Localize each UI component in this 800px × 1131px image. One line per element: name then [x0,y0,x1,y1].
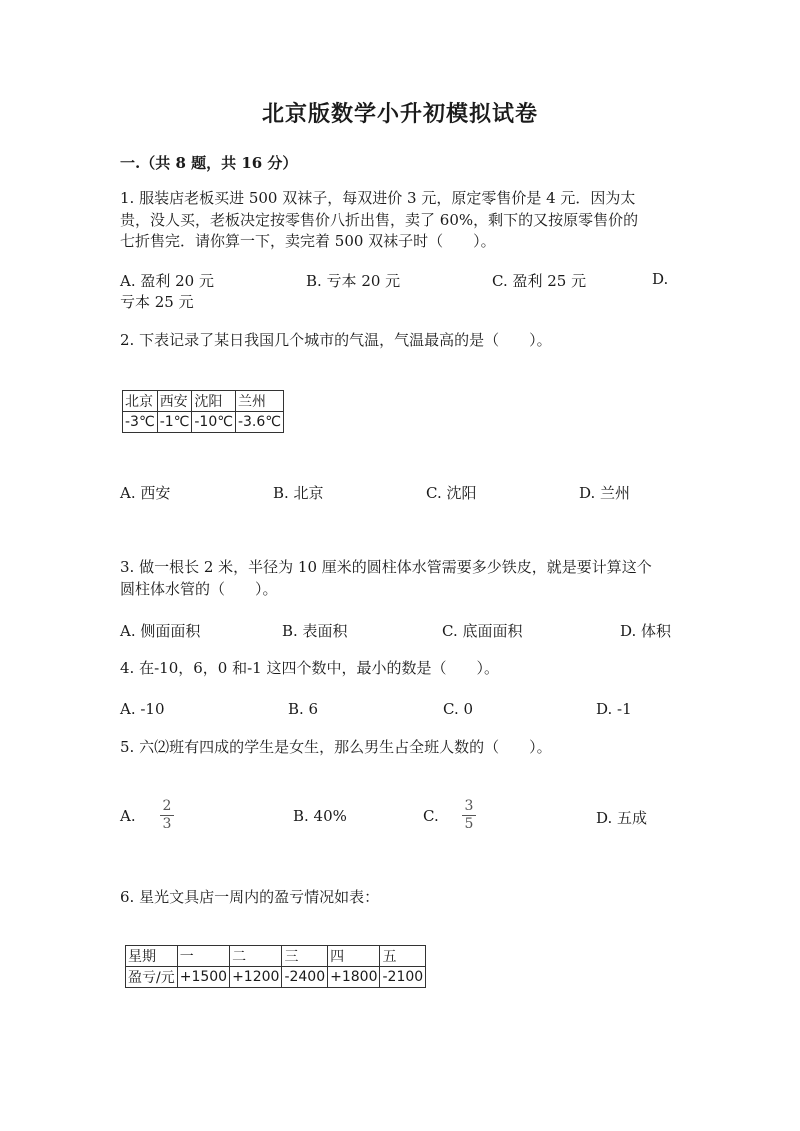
fraction-two-thirds [160,799,174,832]
option-c[interactable]: C. 盈利 25 元 [492,272,587,290]
question-6 [120,887,682,909]
table-cell: +1500 [177,967,229,988]
table-cell: 沈阳 [192,391,236,412]
table-cell: 西安 [157,391,192,412]
option-d-text[interactable]: 亏本 25 元 [120,293,194,311]
table-cell: 一 [177,946,229,967]
question-text-line: 1. 服装店老板买进 500 双袜子，每双进价 3 元，原定零售价是 4 元．因为太 [120,189,636,207]
question-text-line: 6. 星光文具店一周内的盈亏情况如表： [120,888,380,906]
profit-loss-table [125,945,426,988]
temperature-table [122,390,284,433]
option-a[interactable]: A. 侧面面积 [120,622,201,640]
question-text-line: 3. 做一根长 2 米，半径为 10 厘米的圆柱体水管需要多少铁皮，就是要计算这个 [120,558,652,576]
option-b[interactable]: B. 6 [288,700,319,718]
option-b[interactable]: B. 亏本 20 元 [306,272,401,290]
table-cell: 北京 [123,391,158,412]
table-row [126,946,426,967]
fraction-numerator: 2 [162,798,172,814]
option-d[interactable]: D. 五成 [596,809,648,827]
question-4 [120,658,682,680]
table-row [126,967,426,988]
option-d[interactable]: D. -1 [596,700,632,718]
question-text-line: 2. 下表记录了某日我国几个城市的气温，气温最高的是（ ）。 [120,331,552,349]
question-text-line: 圆柱体水管的（ ）。 [120,579,278,598]
table-cell: 兰州 [235,391,283,412]
table-cell: 三 [282,946,328,967]
question-2 [120,330,682,352]
option-b[interactable]: B. 北京 [273,484,324,502]
option-b[interactable]: B. 40% [293,807,347,825]
table-cell: -3℃ [123,412,158,433]
option-c[interactable]: C. 0 [443,700,474,718]
question-3 [120,557,682,600]
option-a[interactable]: A. 西安 [120,484,171,502]
option-c[interactable]: C. [423,807,439,825]
table-cell: +1200 [230,967,282,988]
question-5 [120,737,682,759]
option-a[interactable]: A. [120,807,136,825]
option-a[interactable]: A. 盈利 20 元 [120,272,214,290]
table-cell: -2400 [282,967,328,988]
option-d[interactable]: D. 体积 [620,622,672,640]
table-cell: +1800 [328,967,380,988]
table-row [123,391,284,412]
option-d[interactable]: D. [652,270,669,288]
table-cell: 盈亏/元 [126,967,178,988]
table-cell: -2100 [380,967,426,988]
question-1 [120,188,682,253]
table-row [123,412,284,433]
section-heading: 一.（共 8 题，共 16 分） [120,154,298,172]
question-text-line: 七折售完．请你算一下，卖完着 500 双袜子时（ ）。 [120,232,496,250]
question-text-line: 贵，没人买，老板决定按零售价八折出售，卖了 60%，剩下的又按原零售价的 [120,210,639,229]
question-text-line: 4. 在-10，6，0 和-1 这四个数中，最小的数是（ ）。 [120,659,499,677]
option-a[interactable]: A. -10 [120,700,165,718]
fraction-three-fifths [462,799,476,832]
fraction-denominator: 5 [464,816,474,832]
option-c[interactable]: C. 沈阳 [426,484,477,502]
option-b[interactable]: B. 表面积 [282,622,348,640]
fraction-numerator: 3 [464,798,474,814]
table-cell: 五 [380,946,426,967]
table-cell: -1℃ [157,412,192,433]
table-cell: 二 [230,946,282,967]
page-title: 北京版数学小升初模拟试卷 [261,101,538,127]
option-c[interactable]: C. 底面面积 [442,622,523,640]
table-cell: -3.6℃ [235,412,283,433]
option-d[interactable]: D. 兰州 [579,484,631,502]
question-text-line: 5. 六⑵班有四成的学生是女生，那么男生占全班人数的（ ）。 [120,738,552,756]
table-cell: 星期 [126,946,178,967]
fraction-denominator: 3 [162,816,172,832]
table-cell: -10℃ [192,412,236,433]
table-cell: 四 [328,946,380,967]
